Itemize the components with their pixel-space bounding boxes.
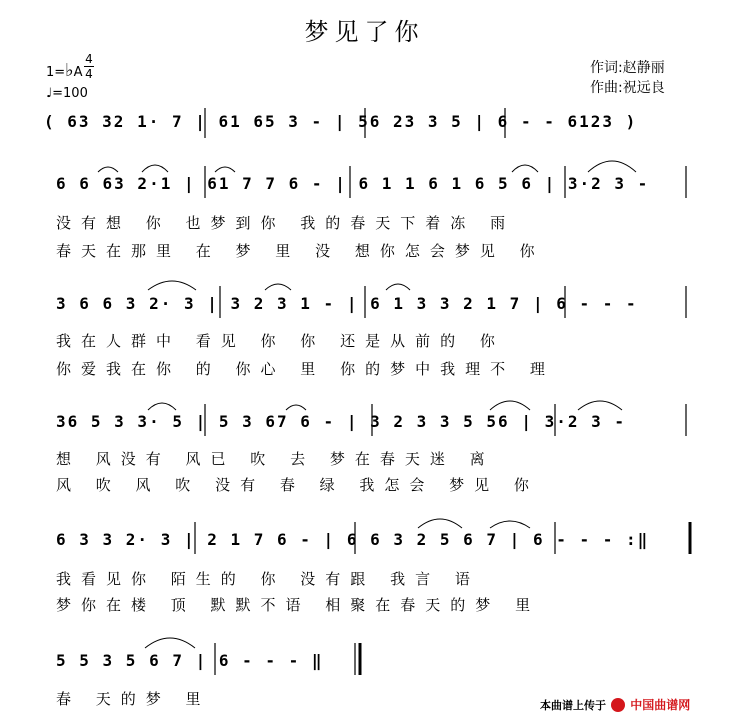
notation-row: 3 6 6 3 2· 3 | 3 2 3 1 - | 6 1 3 3 2 1 7 | 6 - - - [56,294,638,313]
key-prefix: 1= [46,65,66,80]
upload-text: 本曲谱上传于 [540,699,606,712]
lyricist: 作词:赵静丽 [590,60,665,76]
tempo-value: =100 [52,86,88,101]
notation-row: 5 5 3 5 6 7 | 6 - - - ‖ [56,651,324,670]
lyric-line: 梦你在楼 顶 默默不语 相聚在春天的梦 里 [56,596,541,614]
flat-sign: ♭ [65,60,74,81]
lyric-line: 没有想 你 也梦到你 我的春天下着冻 雨 [56,214,516,232]
site-logo-icon [611,698,625,712]
page-title: 梦见了你 [304,18,425,46]
lyric-line: 想 风没有 风已 吹 去 梦在春天迷 离 [56,450,495,468]
notation-row: ( 63 32 1· 7 | 61 65 3 - | 56 23 3 5 | 6 - - 6123 ) [44,112,638,131]
lyric-line: 我看见你 陌生的 你 没有跟 我言 语 [56,570,480,588]
notation-row: 6 6 63 2·1 | 61 7 7 6 - | 6 1 1 6 1 6 5 6 | 3·2 3 - [56,174,650,193]
notation-row: 36 5 3 3· 5 | 5 3 67 6 - | 3 2 3 3 5 56 | 3·2 3 - [56,412,627,431]
time-signature-bottom: 4 [85,67,93,81]
lyric-line: 春天在那里 在 梦 里 没 想你怎会梦见 你 [56,242,545,260]
lyric-line: 你爱我在你 的 你心 里 你的梦中我理不 理 [56,360,555,378]
source-footer [540,694,690,713]
key-note: A [73,65,83,80]
composer: 作曲:祝远良 [590,80,665,96]
lyric-line: 我在人群中 看见 你 你 还是从前的 你 [56,332,505,350]
time-signature-top: 4 [85,52,93,66]
lyric-line: 春 天的梦 里 [56,690,211,708]
site-name: 中国曲谱网 [630,698,691,712]
quarter-note-icon: ♩ [46,86,53,101]
lyric-line: 风 吹 风 吹 没有 春 绿 我怎会 梦见 你 [56,476,539,494]
notation-row: 6 3 3 2· 3 | 2 1 7 6 - | 6 6 3 2 5 6 7 | 6 - - - :‖ [56,530,650,549]
